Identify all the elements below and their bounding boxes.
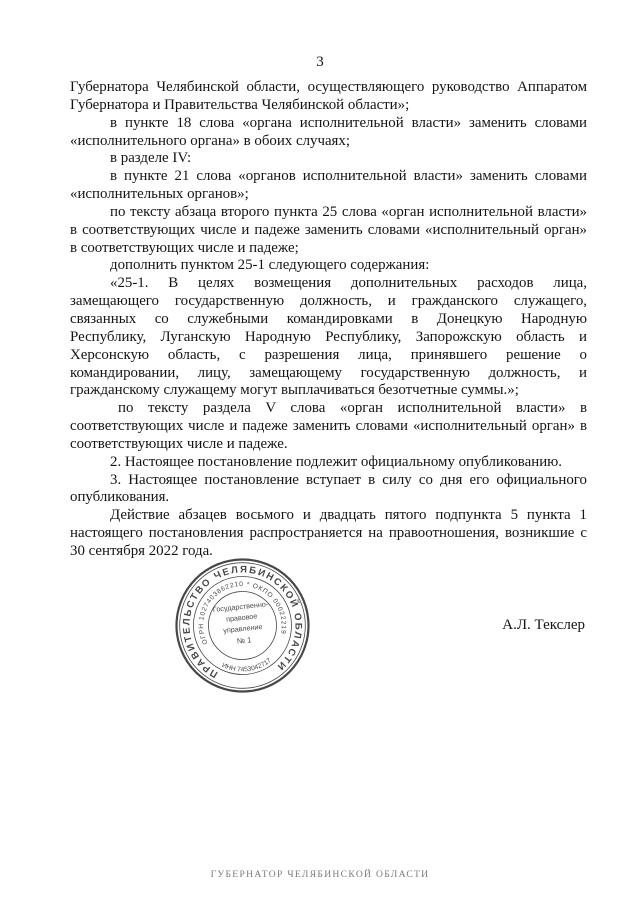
- paragraph-line: «исполнительных органов»;: [70, 186, 249, 203]
- signatory-name: А.Л. Текслер: [502, 617, 585, 633]
- paragraph-quoted-clause: [70, 275, 587, 400]
- paragraph: [70, 472, 587, 508]
- paragraph-line: в пункте 18 слова «органа исполнительной власти» заменить словами: [110, 114, 587, 131]
- paragraph-line: Губернатора Челябинской области, осуществляющего руководство Аппаратом: [70, 79, 587, 95]
- paragraph-line: Действие абзацев восьмого и двадцать пятого подпункта 5 пункта 1: [110, 507, 587, 524]
- paragraph: [70, 507, 587, 561]
- paragraph-line: соответствующих числе и падеже заменить словами «исполнительный орган» в: [70, 418, 587, 435]
- paragraph-line: в соответствующих числе и падеже заменить словами «исполнительный орган»: [70, 221, 587, 238]
- paragraph-line: настоящего постановления распространяется на правоотношения, возникшие с: [70, 525, 587, 542]
- paragraph-line: по тексту абзаца второго пункта 25 слова «орган исполнительной власти»: [110, 203, 587, 220]
- page-footer: ГУБЕРНАТОР ЧЕЛЯБИНСКОЙ ОБЛАСТИ: [210, 869, 430, 880]
- seal-center-text: Государственно-: [212, 599, 269, 614]
- page-number: 3: [316, 54, 324, 70]
- paragraph-line: связанных со служебными командировками в Донецкую Народную: [70, 310, 587, 327]
- seal-outer-text: ПРАВИТЕЛЬСТВО ЧЕЛЯБИНСКОЙ ОБЛАСТИ: [181, 564, 304, 680]
- paragraph-line: соответствующих числе и падеже.: [70, 435, 288, 452]
- paragraph-line: Губернатора и Правительства Челябинской области»;: [70, 96, 410, 113]
- paragraph-line: 30 сентября 2022 года.: [70, 542, 213, 559]
- seal-center-text: № 1: [236, 635, 252, 646]
- seal-center-text: правовое: [225, 611, 258, 624]
- paragraph: [70, 150, 587, 168]
- paragraph-line: Республику, Луганскую Народную Республику, Запорожскую область и: [70, 328, 587, 345]
- paragraph-line: «исполнительного органа» в обоих случаях;: [70, 132, 350, 149]
- seal-inner-bottom-text: ИНН 7453042717: [220, 657, 273, 674]
- paragraph-line: замещающего государственную должность, и гражданского служащего,: [70, 293, 587, 310]
- paragraph-line: Херсонскую область, с разрешения лица, принявшего решение о: [70, 346, 587, 363]
- paragraph: [70, 168, 587, 204]
- paragraph: [70, 257, 587, 275]
- paragraph: [70, 454, 587, 472]
- paragraph-line: 3. Настоящее постановление вступает в силу со дня его официального: [110, 471, 587, 488]
- paragraph-line: по тексту раздела V слова «орган исполнительной власти» в: [118, 400, 587, 417]
- paragraph: [70, 79, 587, 115]
- paragraph-line: в соответствующих числе и падеже;: [70, 239, 299, 256]
- paragraph-line: дополнить пунктом 25-1 следующего содержания:: [110, 257, 430, 274]
- seal-inner-top-text: ОГРН 1027403862210 * ОКПО 00022219: [198, 580, 287, 646]
- document-body: [70, 79, 587, 561]
- paragraph-line: в пункте 21 слова «органов исполнительной власти» заменить словами: [110, 168, 587, 185]
- paragraph-line: «25-1. В целях возмещения дополнительных расходов лица,: [110, 275, 587, 292]
- paragraph-line: опубликования.: [70, 489, 170, 506]
- paragraph: [70, 400, 587, 454]
- paragraph: [70, 115, 587, 151]
- paragraph-line: командировании, лицу, замещающему государственную должность, и: [70, 364, 587, 381]
- official-seal: [170, 553, 315, 698]
- paragraph: [70, 204, 587, 258]
- paragraph-line: гражданскому служащему могут выплачиваться безотчетные суммы.»;: [70, 382, 519, 399]
- paragraph-line: в разделе IV:: [110, 150, 192, 167]
- seal-center-text: управление: [222, 621, 263, 636]
- paragraph-line: 2. Настоящее постановление подлежит официальному опубликованию.: [110, 453, 563, 470]
